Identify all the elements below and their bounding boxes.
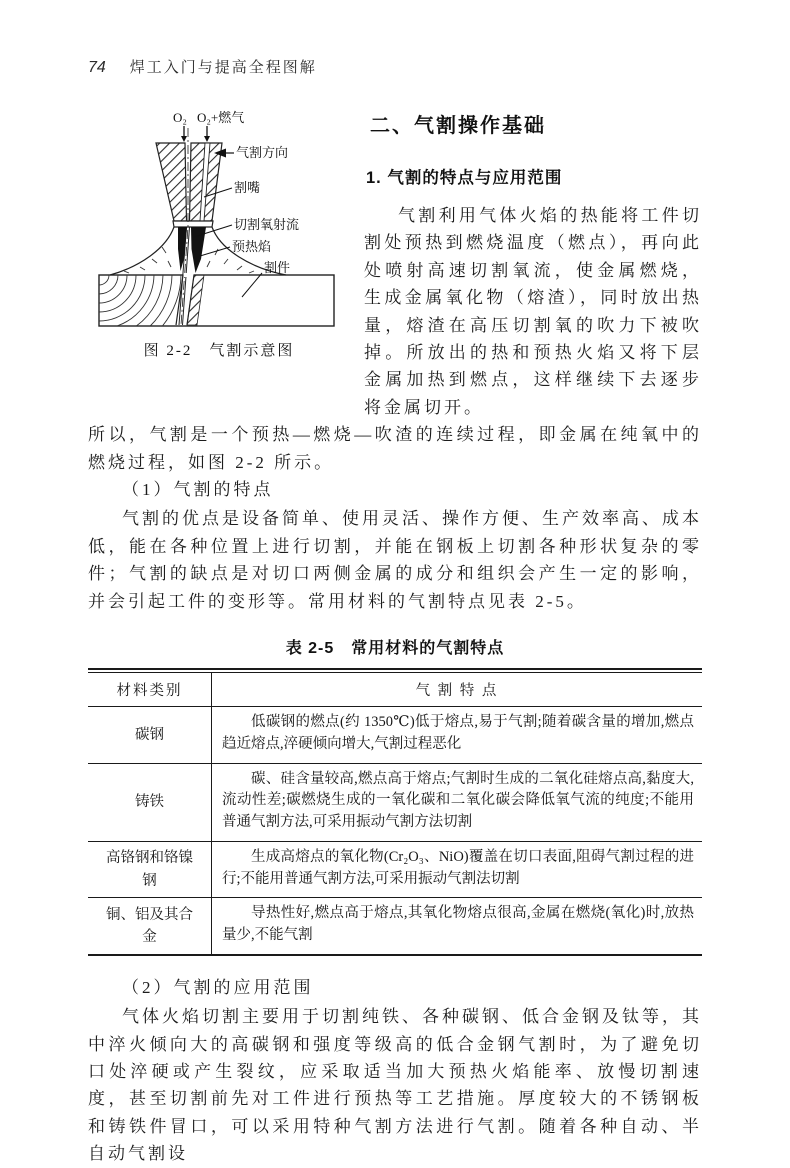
table-2-5	[88, 668, 702, 956]
o2-label: O₂	[173, 110, 187, 125]
section-title: 二、气割操作基础	[370, 115, 546, 137]
item2-heading: （2）气割的应用范围	[122, 977, 314, 997]
nozzle-body	[156, 143, 222, 227]
table-row	[88, 841, 702, 898]
material-cell: 铸铁	[88, 763, 212, 841]
table-row	[88, 898, 702, 955]
gas-flow-arrows	[184, 126, 207, 136]
intro-paragraph-continued: 所以，气割是一个预热—燃烧—吹渣的连续过程，即金属在纯氧中的燃烧过程，如图 2-2 所示。	[88, 425, 702, 472]
subsection-title: 1. 气割的特点与应用范围	[366, 169, 563, 187]
material-cell: 碳钢	[88, 707, 212, 764]
material-cell: 高铬钢和铬镍钢	[88, 841, 212, 898]
intro-paragraph: 气割利用气体火焰的热能将工件切割处预热到燃烧温度（燃点），再向此处喷射高速切割氧流，使金属燃烧，生成金属氧化物（熔渣），同时放出热量，熔渣在高压切割氧的吹力下被吹掉。所放出的热和预热火焰又将下层金属加热到燃点，这样继续下去逐步将金属切开。	[364, 206, 702, 417]
item1-paragraph: 气割的优点是设备简单、使用灵活、操作方便、生产效率高、成本低，能在各种位置上进行切割，并能在钢板上切割各种形状复杂的零件；气割的缺点是对切口两侧金属的成分和组织会产生一定的影响，并会引起工件的变形等。常用材料的气割特点见表 2-5。	[88, 509, 702, 611]
nozzle-label: 割嘴	[234, 180, 261, 195]
o2-arrowhead	[181, 136, 187, 142]
running-head	[88, 56, 702, 77]
table-row	[88, 707, 702, 764]
item1-heading: （1）气割的特点	[122, 480, 274, 500]
kerf-hatch	[187, 275, 204, 325]
intro-text-column	[364, 107, 702, 421]
item2-paragraph: 气体火焰切割主要用于切割纯铁、各种碳钢、低合金钢及钛等，其中淬火倾向大的高碳钢和强度等级高的低合金钢气割时，为了避免切口处淬硬或产生裂纹，应采取适当加大预热火焰能率、放慢切割速度，甚至切割前先对工件进行预热等工艺措施。厚度较大的不锈钢板和铸铁件冒口，可以采用特种气割方法进行气割。随着各种自动、半自动气割设	[88, 1007, 702, 1164]
figure-caption: 图 2-2 气割示意图	[143, 343, 295, 359]
table-row	[88, 763, 702, 841]
col-header-material: 材料类别	[88, 673, 212, 707]
cut-direction-label: 气割方向	[236, 145, 289, 160]
plate-grain	[99, 275, 181, 326]
kerf-gap	[184, 273, 194, 277]
intro-section	[88, 107, 702, 421]
preheat-flame-label: 预热焰	[232, 239, 272, 254]
oxygen-jet-label: 切割氧射流	[234, 217, 300, 232]
feature-cell: 导热性好,燃点高于熔点,其氧化物熔点很高,金属在燃烧(氧化)时,放热量少,不能气割	[212, 898, 703, 955]
book-title: 焊工入门与提高全程图解	[129, 59, 317, 76]
workpiece-label: 割件	[264, 260, 291, 275]
table-header-row	[88, 673, 702, 707]
table-title: 表 2-5 常用材料的气割特点	[285, 640, 505, 658]
o2-fuel-arrowhead	[204, 136, 210, 142]
col-header-feature: 气 割 特 点	[415, 683, 499, 700]
feature-cell: 低碳钢的燃点(约 1350℃)低于熔点,易于气割;随着碳含量的增加,燃点趋近熔点,淬硬倾向增大,气割过程恶化	[212, 707, 703, 764]
o2-fuel-label: O₂+燃气	[197, 110, 245, 125]
workpiece-plate	[99, 275, 334, 326]
material-cell: 铜、铝及其合金	[88, 898, 212, 955]
page-number: 74	[88, 59, 106, 76]
figure-2-2	[88, 107, 350, 360]
gas-cutting-diagram	[94, 109, 344, 331]
feature-cell: 生成高熔点的氧化物(Cr₂O₃、NiO)覆盖在切口表面,阻碍气割过程的进行;不能用普通气割方法,可采用振动气割法切割	[212, 841, 703, 898]
feature-cell: 碳、硅含量较高,燃点高于熔点;气割时生成的二氧化硅熔点高,黏度大,流动性差;碳燃烧生成的一氧化碳和二氧化碳会降低氧气流的纯度;不能用普通气割方法,可采用振动气割方法切割	[212, 763, 703, 841]
